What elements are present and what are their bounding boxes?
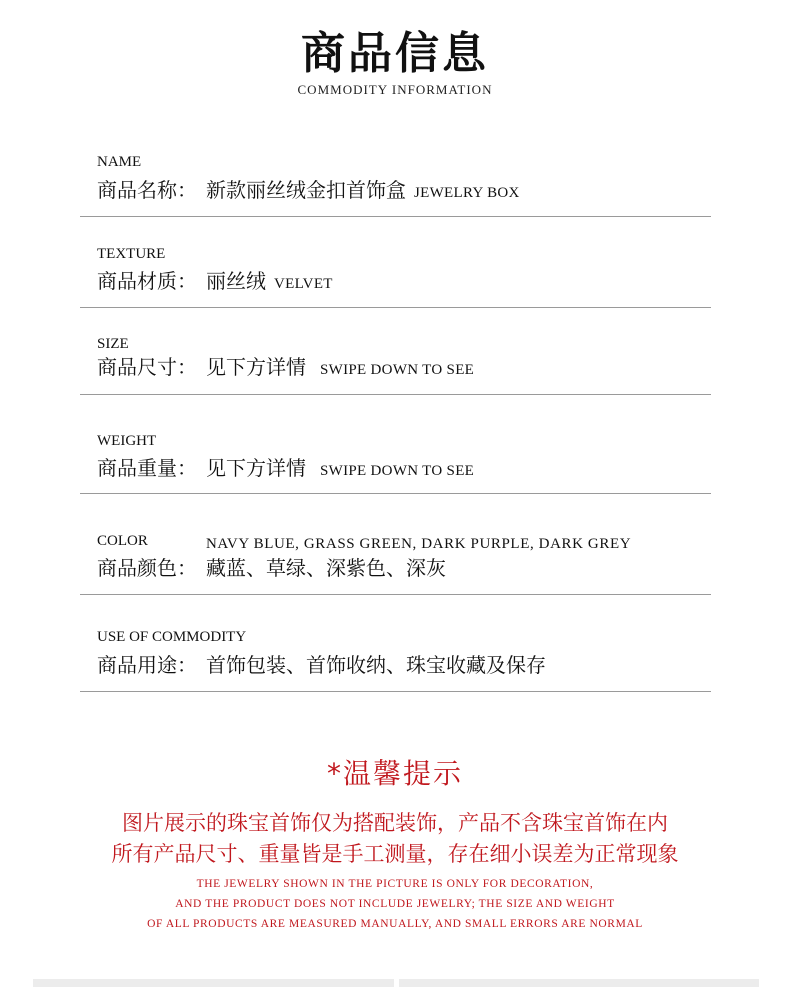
- row-en-label: COLOR: [97, 533, 148, 549]
- notice-zh-line-2: 所有产品尺寸、重量皆是手工测量，存在细小误差为正常现象: [111, 842, 679, 866]
- row-value-en: JEWELRY BOX: [414, 185, 520, 201]
- row-en-label: USE OF COMMODITY: [97, 629, 247, 645]
- row-value-en: NAVY BLUE, GRASS GREEN, DARK PURPLE, DARK GREY: [206, 536, 632, 552]
- row-value-zh: 藏蓝、草绿、深紫色、深灰: [206, 556, 446, 580]
- info-row-color: [80, 493, 711, 595]
- row-label: 商品颜色：: [97, 556, 197, 580]
- row-value-en: SWIPE DOWN TO SEE: [320, 463, 475, 479]
- info-row-weight: [80, 394, 711, 494]
- info-row-texture: [80, 216, 711, 308]
- notice-title: *温馨提示: [326, 757, 463, 790]
- row-label: 商品名称：: [97, 178, 197, 202]
- row-value: [206, 452, 474, 481]
- info-row-use: [80, 594, 711, 692]
- row-label: 商品尺寸：: [97, 355, 197, 379]
- row-label: 商品用途：: [97, 653, 197, 677]
- bottom-strip-right: [399, 979, 759, 987]
- row-label: 商品重量：: [97, 456, 197, 480]
- page-title: 商品信息: [301, 28, 489, 79]
- row-value-zh: 首饰包装、首饰收纳、珠宝收藏及保存: [206, 653, 546, 677]
- row-en-label: WEIGHT: [97, 433, 157, 449]
- row-en-label: SIZE: [97, 336, 129, 352]
- notice-en-line-1: THE JEWELRY SHOWN IN THE PICTURE IS ONLY FOR DECORATION,: [196, 878, 594, 890]
- notice-zh-line-1: 图片展示的珠宝首饰仅为搭配装饰，产品不含珠宝首饰在内: [122, 811, 668, 835]
- row-en-label: NAME: [97, 154, 142, 170]
- row-value: [206, 351, 474, 380]
- info-row-name: [80, 150, 711, 217]
- row-label: 商品材质：: [97, 269, 197, 293]
- row-value-zh: 见下方详情: [206, 355, 306, 379]
- bottom-strip-left: [33, 979, 394, 987]
- notice-en-line-2: AND THE PRODUCT DOES NOT INCLUDE JEWELRY; THE SIZE AND WEIGHT: [175, 898, 615, 910]
- row-value-zh: 丽丝绒: [206, 269, 266, 293]
- notice-en-line-3: OF ALL PRODUCTS ARE MEASURED MANUALLY, AND SMALL ERRORS ARE NORMAL: [147, 918, 643, 930]
- page-subtitle: COMMODITY INFORMATION: [297, 82, 493, 97]
- row-en-label: TEXTURE: [97, 246, 166, 262]
- row-value-en: VELVET: [274, 276, 333, 292]
- row-value-en: SWIPE DOWN TO SEE: [320, 362, 475, 378]
- row-value: [206, 174, 520, 203]
- row-value-zh: 见下方详情: [206, 456, 306, 480]
- info-row-size: [80, 307, 711, 395]
- row-value-zh: 新款丽丝绒金扣首饰盒: [206, 178, 406, 202]
- row-value: [206, 265, 333, 294]
